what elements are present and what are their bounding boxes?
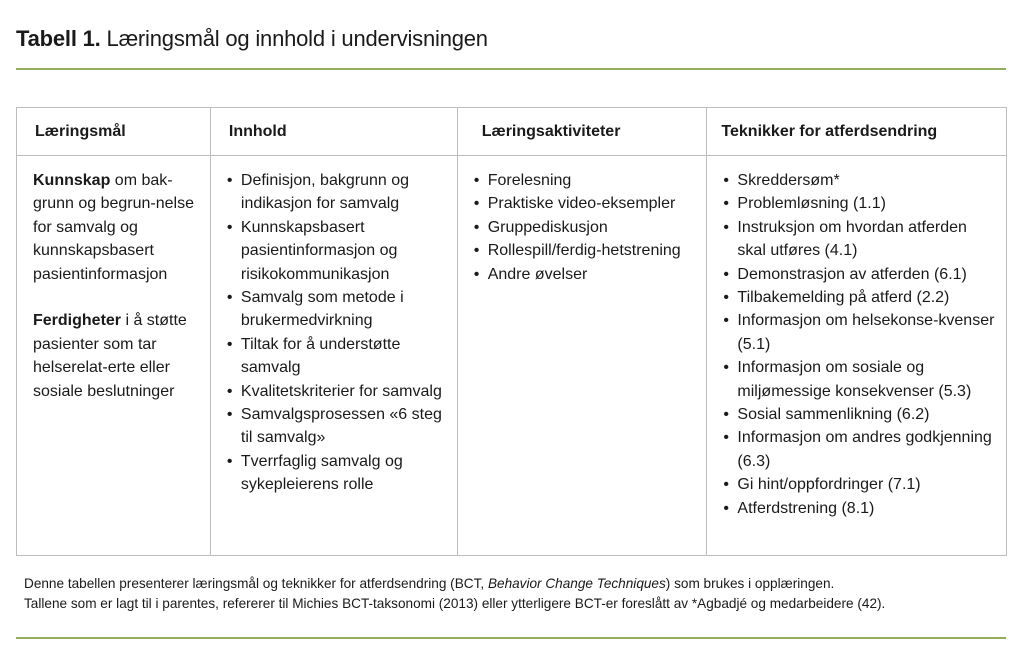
list-item: • Instruksjon om hvordan atferden skal utføres (4.1) [723, 216, 996, 263]
header-techniques: Teknikker for atferdsendring [707, 108, 1007, 156]
list-item: • Kvalitetskriterier for samvalg [227, 380, 447, 403]
table-caption [24, 574, 885, 614]
list-item: • Samvalgsprosessen «6 steg til samvalg» [227, 403, 447, 450]
list-item: • Atferdstrening (8.1) [723, 497, 996, 520]
header-learning-goals: Læringsmål [17, 108, 211, 156]
caption-text: Denne tabellen presenterer læringsmål og teknikker for atferdsendring (BCT, [24, 576, 488, 591]
table-number: Tabell 1. [16, 26, 101, 51]
caption-italic-term: Behavior Change Techniques [487, 576, 666, 591]
table-title-text: Læringsmål og innhold i undervisningen [106, 26, 488, 51]
list-item: • Gruppediskusjon [474, 216, 697, 239]
list-item: • Tiltak for å understøtte samvalg [227, 333, 447, 380]
list-item: • Informasjon om helsekonse-kvenser (5.1) [723, 309, 996, 356]
caption-line-1 [24, 574, 885, 594]
learning-table [16, 107, 1007, 556]
list-item: • Sosial sammenlikning (6.2) [723, 403, 996, 426]
list-item: • Informasjon om sosiale og miljømessige konsekvenser (5.3) [723, 356, 996, 403]
table-row [17, 156, 1007, 556]
activities-cell [457, 156, 707, 556]
list-item: • Problemløsning (1.1) [723, 192, 996, 215]
list-item: • Skreddersøm* [723, 169, 996, 192]
caption-text: ) som brukes i opplæringen. [665, 576, 835, 591]
list-item: • Demonstrasjon av atferden (6.1) [723, 263, 996, 286]
goal-skills [33, 309, 200, 403]
list-item: • Gi hint/oppfordringer (7.1) [723, 473, 996, 496]
list-item: • Tilbakemelding på atferd (2.2) [723, 286, 996, 309]
table-title [16, 26, 488, 52]
caption-line-2: Tallene som er lagt til i parentes, refererer til Michies BCT-taksonomi (2013) eller ytterligere BCT-er foreslått av *Agbadjé og medarbeidere (42). [24, 596, 886, 611]
goal-skills-text: i å støtte pasienter som tar helserelat-erte eller sosiale beslutninger [33, 312, 187, 400]
techniques-list [723, 169, 996, 520]
goal-knowledge-term: Kunnskap [33, 172, 111, 189]
list-item: • Forelesning [474, 169, 697, 192]
content-cell [210, 156, 457, 556]
list-item: • Definisjon, bakgrunn og indikasjon for samvalg [227, 169, 447, 216]
goal-knowledge [33, 169, 200, 286]
header-activities: Læringsaktiviteter [457, 108, 707, 156]
list-item: • Samvalg som metode i brukermedvirkning [227, 286, 447, 333]
goal-skills-term: Ferdigheter [33, 312, 122, 330]
list-item: • Tverrfaglig samvalg og sykepleierens rolle [227, 450, 447, 497]
list-item: • Rollespill/ferdig-hetstrening [474, 239, 697, 262]
list-item: • Kunnskapsbasert pasientinformasjon og risikokommunikasjon [227, 216, 447, 286]
content-list [227, 169, 447, 497]
goal-knowledge-text: om bak-grunn og begrun-nelse for samvalg og kunnskapsbasert pasientinformasjon [33, 172, 195, 283]
list-item: • Andre øvelser [474, 263, 697, 286]
list-item: • Informasjon om andres godkjenning (6.3) [723, 426, 996, 473]
learning-goals-cell [17, 156, 211, 556]
header-content: Innhold [210, 108, 457, 156]
top-divider [16, 68, 1006, 70]
list-item: • Praktiske video-eksempler [474, 192, 697, 215]
bottom-divider [16, 637, 1006, 639]
header-row [17, 108, 1007, 156]
activities-list [474, 169, 697, 286]
techniques-cell [707, 156, 1007, 556]
